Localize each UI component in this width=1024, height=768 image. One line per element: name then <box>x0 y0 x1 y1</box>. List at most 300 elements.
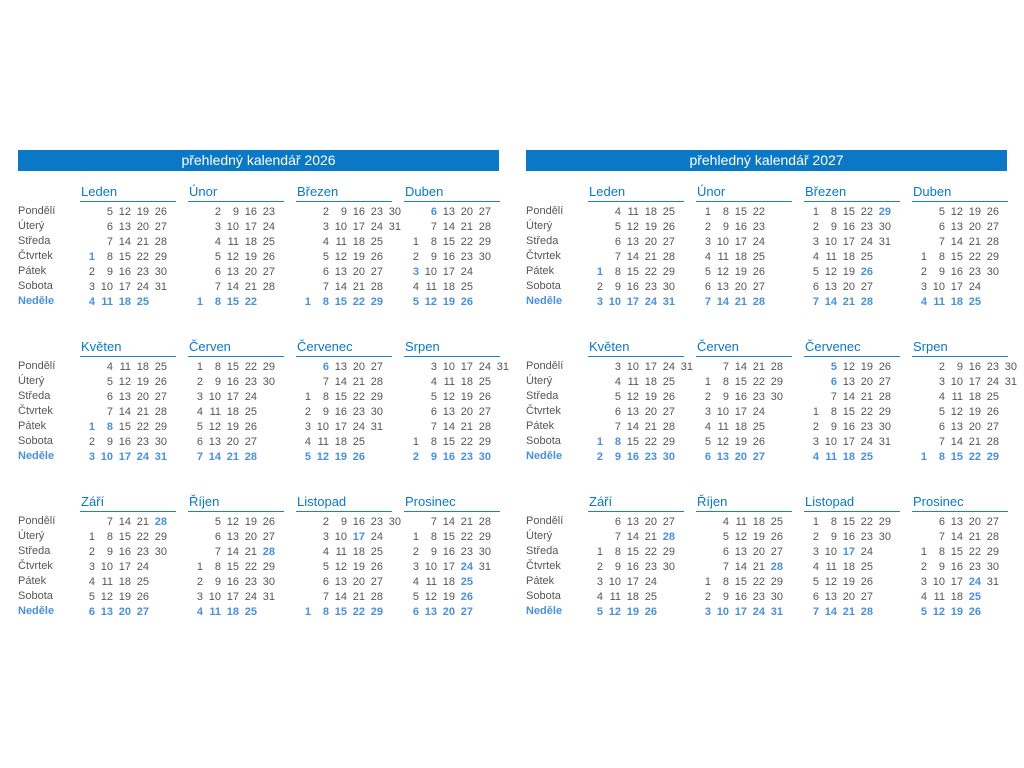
day-cell: 13 <box>334 576 347 588</box>
day-cell: 17 <box>734 236 747 248</box>
week-row <box>588 450 684 465</box>
day-cell: 21 <box>752 361 765 373</box>
day-cell: 15 <box>734 206 747 218</box>
day-name-label: Pondělí <box>18 360 56 372</box>
day-cell: 1 <box>304 606 311 618</box>
day-cell: 18 <box>118 576 131 588</box>
day-cell: 12 <box>608 606 621 618</box>
week-row <box>404 390 500 405</box>
day-cell: 21 <box>968 236 981 248</box>
day-cell: 12 <box>118 376 131 388</box>
day-cell: 5 <box>106 206 113 218</box>
day-cell: 31 <box>370 421 383 433</box>
day-cell: 10 <box>824 236 837 248</box>
day-cell: 29 <box>262 561 275 573</box>
day-cell: 19 <box>644 391 657 403</box>
day-cell: 28 <box>154 236 167 248</box>
day-cell: 2 <box>920 561 927 573</box>
day-name-label: Sobota <box>18 435 53 447</box>
day-cell: 5 <box>704 436 711 448</box>
day-cell: 23 <box>244 376 257 388</box>
day-cell: 22 <box>968 251 981 263</box>
day-cell: 20 <box>442 606 455 618</box>
day-cell: 9 <box>830 531 837 543</box>
day-cell: 4 <box>214 236 221 248</box>
day-cell: 24 <box>968 576 981 588</box>
week-row <box>588 265 684 280</box>
day-cell: 21 <box>860 391 873 403</box>
week-row <box>804 450 900 465</box>
day-cell: 9 <box>214 376 221 388</box>
day-cell: 20 <box>136 221 149 233</box>
week-row <box>404 575 500 590</box>
day-name-label: Sobota <box>526 280 561 292</box>
day-cell: 21 <box>352 281 365 293</box>
day-cell: 6 <box>938 516 945 528</box>
month-duben <box>912 183 1008 310</box>
day-cell: 13 <box>716 281 729 293</box>
day-cell: 4 <box>596 591 603 603</box>
week-row <box>188 360 284 375</box>
day-cell: 9 <box>106 266 113 278</box>
day-name-label: Neděle <box>526 295 563 307</box>
day-cell: 27 <box>244 436 257 448</box>
week-row <box>588 220 684 235</box>
month-name: Prosinec <box>404 493 500 512</box>
day-cell: 22 <box>244 296 257 308</box>
day-name-label: Neděle <box>526 450 563 462</box>
day-cell: 19 <box>734 266 747 278</box>
week-row <box>912 420 1008 435</box>
week-row <box>296 560 392 575</box>
day-cell: 28 <box>986 236 999 248</box>
day-cell: 6 <box>196 436 203 448</box>
calendar-2027 <box>526 150 1017 648</box>
day-cell: 7 <box>722 561 729 573</box>
day-cell: 10 <box>626 361 639 373</box>
day-cell: 4 <box>812 251 819 263</box>
day-cell: 13 <box>734 546 747 558</box>
day-cell: 26 <box>154 376 167 388</box>
day-cell: 21 <box>244 546 257 558</box>
day-cell: 7 <box>722 361 729 373</box>
day-cell: 10 <box>424 266 437 278</box>
day-cell: 22 <box>968 546 981 558</box>
day-cell: 5 <box>430 391 437 403</box>
day-cell: 31 <box>478 561 491 573</box>
day-cell: 17 <box>950 576 963 588</box>
day-cell: 8 <box>106 421 113 433</box>
day-cell: 17 <box>118 281 131 293</box>
week-row <box>296 205 401 220</box>
day-cell: 6 <box>812 281 819 293</box>
calendar-title: přehledný kalendář 2026 <box>18 150 499 171</box>
day-name-label: Pátek <box>18 420 47 432</box>
day-cell: 23 <box>860 531 873 543</box>
day-cell: 3 <box>920 576 927 588</box>
day-cell: 12 <box>950 406 963 418</box>
day-cell: 5 <box>412 591 419 603</box>
day-cell: 23 <box>460 546 473 558</box>
day-cell: 16 <box>352 206 365 218</box>
day-cell: 5 <box>596 606 603 618</box>
day-cell: 5 <box>412 296 419 308</box>
day-cell: 15 <box>118 251 131 263</box>
day-cell: 17 <box>352 221 365 233</box>
day-cell: 3 <box>920 281 927 293</box>
day-cell: 30 <box>662 451 675 463</box>
day-cell: 18 <box>460 376 473 388</box>
day-cell: 11 <box>101 576 113 588</box>
day-cell: 23 <box>352 406 365 418</box>
week-row <box>912 405 1008 420</box>
day-cell: 15 <box>626 436 639 448</box>
day-cell: 13 <box>950 421 963 433</box>
day-cell: 16 <box>118 546 131 558</box>
day-cell: 17 <box>118 451 131 463</box>
month-name: Červenec <box>296 338 392 357</box>
day-cell: 26 <box>352 451 365 463</box>
day-cell: 11 <box>209 606 221 618</box>
day-cell: 2 <box>938 361 945 373</box>
day-cell: 7 <box>614 251 621 263</box>
day-cell: 16 <box>950 561 963 573</box>
day-cell: 2 <box>596 281 603 293</box>
day-cell: 28 <box>370 591 383 603</box>
day-cell: 18 <box>968 391 981 403</box>
day-cell: 4 <box>812 451 819 463</box>
week-row <box>404 265 500 280</box>
day-cell: 13 <box>950 221 963 233</box>
day-cell: 1 <box>596 436 603 448</box>
day-cell: 27 <box>662 236 675 248</box>
day-cell: 28 <box>154 516 167 528</box>
day-cell: 7 <box>430 421 437 433</box>
day-cell: 23 <box>460 251 473 263</box>
day-cell: 21 <box>136 236 149 248</box>
week-row <box>804 235 900 250</box>
week-row <box>696 420 792 435</box>
day-cell: 25 <box>460 281 473 293</box>
day-cell: 21 <box>460 421 473 433</box>
day-cell: 2 <box>412 251 419 263</box>
day-cell: 28 <box>770 561 783 573</box>
day-cell: 16 <box>244 206 257 218</box>
day-cell: 10 <box>208 591 221 603</box>
day-cell: 16 <box>626 281 639 293</box>
day-name-label: Čtvrtek <box>18 405 53 417</box>
week-row <box>188 235 284 250</box>
day-cell: 22 <box>136 251 149 263</box>
day-cell: 2 <box>304 406 311 418</box>
day-cell: 23 <box>644 281 657 293</box>
week-row <box>696 295 792 310</box>
month-červenec <box>804 338 900 465</box>
week-row <box>188 435 284 450</box>
day-cell: 24 <box>370 221 383 233</box>
day-name-label: Středa <box>18 235 51 247</box>
week-row <box>296 515 401 530</box>
day-name-label: Čtvrtek <box>526 405 561 417</box>
day-cell: 19 <box>118 591 131 603</box>
day-cell: 15 <box>226 561 239 573</box>
week-row <box>296 235 392 250</box>
day-cell: 11 <box>627 376 639 388</box>
day-cell: 24 <box>662 361 675 373</box>
day-cell: 12 <box>100 591 113 603</box>
day-cell: 8 <box>722 376 729 388</box>
day-cell: 14 <box>716 296 729 308</box>
day-cell: 5 <box>322 251 329 263</box>
day-cell: 15 <box>334 606 347 618</box>
week-row <box>188 560 284 575</box>
week-row <box>912 250 1008 265</box>
day-cell: 2 <box>812 421 819 433</box>
day-cell: 3 <box>88 561 95 573</box>
day-cell: 30 <box>986 266 999 278</box>
day-cell: 6 <box>322 361 329 373</box>
day-cell: 25 <box>770 516 783 528</box>
day-cell: 10 <box>824 546 837 558</box>
day-cell: 14 <box>442 421 455 433</box>
day-cell: 27 <box>262 266 275 278</box>
day-cell: 8 <box>830 516 837 528</box>
day-cell: 3 <box>938 376 945 388</box>
month-name: Září <box>588 493 684 512</box>
week-row <box>404 450 500 465</box>
day-cell: 21 <box>136 516 149 528</box>
week-row <box>912 295 1008 310</box>
day-cell: 2 <box>812 531 819 543</box>
week-row <box>404 515 500 530</box>
week-row <box>404 235 500 250</box>
day-cell: 30 <box>478 546 491 558</box>
day-cell: 20 <box>118 606 131 618</box>
day-cell: 19 <box>752 531 765 543</box>
day-name-label: Pondělí <box>526 205 564 217</box>
day-cell: 6 <box>322 266 329 278</box>
day-cell: 31 <box>662 296 675 308</box>
day-cell: 19 <box>136 206 149 218</box>
day-cell: 20 <box>352 576 365 588</box>
week-row <box>188 295 284 310</box>
week-row <box>588 360 693 375</box>
week-row <box>296 375 392 390</box>
day-cell: 25 <box>752 251 765 263</box>
day-cell: 20 <box>644 406 657 418</box>
day-cell: 23 <box>644 451 657 463</box>
day-cell: 23 <box>136 546 149 558</box>
week-row <box>296 420 392 435</box>
day-cell: 4 <box>430 376 437 388</box>
day-cell: 2 <box>322 516 329 528</box>
month-name: Únor <box>696 183 792 202</box>
day-cell: 11 <box>443 376 455 388</box>
day-cell: 17 <box>842 236 855 248</box>
day-cell: 25 <box>244 606 257 618</box>
day-cell: 29 <box>478 436 491 448</box>
day-cell: 4 <box>704 251 711 263</box>
day-cell: 5 <box>938 206 945 218</box>
week-row <box>912 530 1008 545</box>
week-row <box>80 450 176 465</box>
week-row <box>80 405 176 420</box>
day-cell: 6 <box>722 546 729 558</box>
week-row <box>696 435 792 450</box>
day-cell: 5 <box>304 451 311 463</box>
day-cell: 30 <box>478 251 491 263</box>
day-cell: 9 <box>214 576 221 588</box>
day-cell: 24 <box>136 451 149 463</box>
day-cell: 26 <box>860 266 873 278</box>
day-cell: 25 <box>986 391 999 403</box>
day-cell: 1 <box>88 531 95 543</box>
day-cell: 28 <box>662 421 675 433</box>
day-cell: 23 <box>136 436 149 448</box>
day-cell: 28 <box>662 251 675 263</box>
day-cell: 23 <box>860 221 873 233</box>
day-cell: 12 <box>716 266 729 278</box>
day-cell: 9 <box>430 546 437 558</box>
day-cell: 14 <box>824 606 837 618</box>
day-cell: 27 <box>878 376 891 388</box>
day-cell: 22 <box>644 546 657 558</box>
day-cell: 3 <box>196 591 203 603</box>
day-cell: 21 <box>734 296 747 308</box>
week-row <box>296 220 401 235</box>
day-cell: 9 <box>430 451 437 463</box>
day-cell: 1 <box>812 206 819 218</box>
day-cell: 20 <box>352 361 365 373</box>
week-row <box>588 530 684 545</box>
day-cell: 30 <box>154 266 167 278</box>
day-name-label: Úterý <box>526 530 553 542</box>
day-cell: 3 <box>430 361 437 373</box>
day-name-label: Úterý <box>526 375 553 387</box>
week-row <box>80 390 176 405</box>
week-row <box>696 280 792 295</box>
day-cell: 15 <box>950 251 963 263</box>
day-cell: 10 <box>716 236 729 248</box>
week-row <box>804 390 900 405</box>
day-name-label: Neděle <box>18 450 55 462</box>
day-names-column <box>526 204 588 309</box>
day-cell: 14 <box>950 436 963 448</box>
day-cell: 11 <box>425 576 437 588</box>
day-cell: 26 <box>986 206 999 218</box>
day-cell: 3 <box>88 451 95 463</box>
day-cell: 24 <box>644 296 657 308</box>
day-cell: 7 <box>938 236 945 248</box>
day-cell: 30 <box>986 561 999 573</box>
day-cell: 23 <box>968 266 981 278</box>
day-cell: 19 <box>226 421 239 433</box>
day-cell: 19 <box>136 376 149 388</box>
day-cell: 30 <box>388 206 401 218</box>
day-cell: 4 <box>304 436 311 448</box>
day-cell: 19 <box>842 576 855 588</box>
day-cell: 25 <box>370 546 383 558</box>
day-cell: 6 <box>412 606 419 618</box>
day-cell: 3 <box>596 576 603 588</box>
day-cell: 20 <box>968 221 981 233</box>
day-cell: 14 <box>226 546 239 558</box>
day-cell: 17 <box>118 561 131 573</box>
day-cell: 3 <box>704 236 711 248</box>
day-cell: 3 <box>88 281 95 293</box>
day-cell: 27 <box>662 406 675 418</box>
day-cell: 26 <box>986 406 999 418</box>
day-cell: 26 <box>662 391 675 403</box>
day-cell: 1 <box>596 546 603 558</box>
day-cell: 29 <box>370 391 383 403</box>
day-cell: 7 <box>614 531 621 543</box>
day-cell: 5 <box>704 266 711 278</box>
week-row <box>588 390 684 405</box>
month-duben <box>404 183 500 310</box>
day-cell: 5 <box>614 221 621 233</box>
day-cell: 22 <box>136 421 149 433</box>
day-cell: 18 <box>226 406 239 418</box>
day-cell: 9 <box>340 516 347 528</box>
week-row <box>188 590 284 605</box>
day-cell: 22 <box>460 236 473 248</box>
day-name-label: Sobota <box>18 280 53 292</box>
month-name: Leden <box>588 183 684 202</box>
day-cell: 19 <box>334 451 347 463</box>
day-cell: 5 <box>938 406 945 418</box>
day-cell: 1 <box>196 296 203 308</box>
day-cell: 16 <box>842 531 855 543</box>
day-cell: 3 <box>704 606 711 618</box>
day-cell: 1 <box>704 206 711 218</box>
month-name: Leden <box>80 183 176 202</box>
week-row <box>404 435 500 450</box>
day-cell: 28 <box>878 391 891 403</box>
day-cell: 29 <box>370 296 383 308</box>
day-cell: 19 <box>244 516 257 528</box>
day-cell: 9 <box>106 546 113 558</box>
day-cell: 14 <box>118 516 131 528</box>
day-cell: 12 <box>626 391 639 403</box>
week-row <box>296 390 392 405</box>
day-name-label: Pondělí <box>526 515 564 527</box>
day-cell: 29 <box>262 361 275 373</box>
day-cell: 26 <box>136 591 149 603</box>
day-cell: 12 <box>824 576 837 588</box>
day-cell: 29 <box>986 251 999 263</box>
day-cell: 31 <box>388 221 401 233</box>
day-cell: 26 <box>662 221 675 233</box>
day-cell: 5 <box>88 591 95 603</box>
week-row <box>696 530 792 545</box>
day-cell: 26 <box>154 206 167 218</box>
day-cell: 26 <box>752 266 765 278</box>
day-cell: 26 <box>860 576 873 588</box>
day-cell: 31 <box>878 236 891 248</box>
week-row <box>804 530 900 545</box>
week-row <box>80 515 176 530</box>
day-cell: 25 <box>644 591 657 603</box>
week-row <box>588 605 684 620</box>
day-cell: 24 <box>370 531 383 543</box>
day-cell: 20 <box>968 421 981 433</box>
day-cell: 18 <box>118 296 131 308</box>
day-cell: 28 <box>478 421 491 433</box>
week-row <box>696 545 792 560</box>
month-září <box>588 493 684 620</box>
week-row <box>296 250 392 265</box>
